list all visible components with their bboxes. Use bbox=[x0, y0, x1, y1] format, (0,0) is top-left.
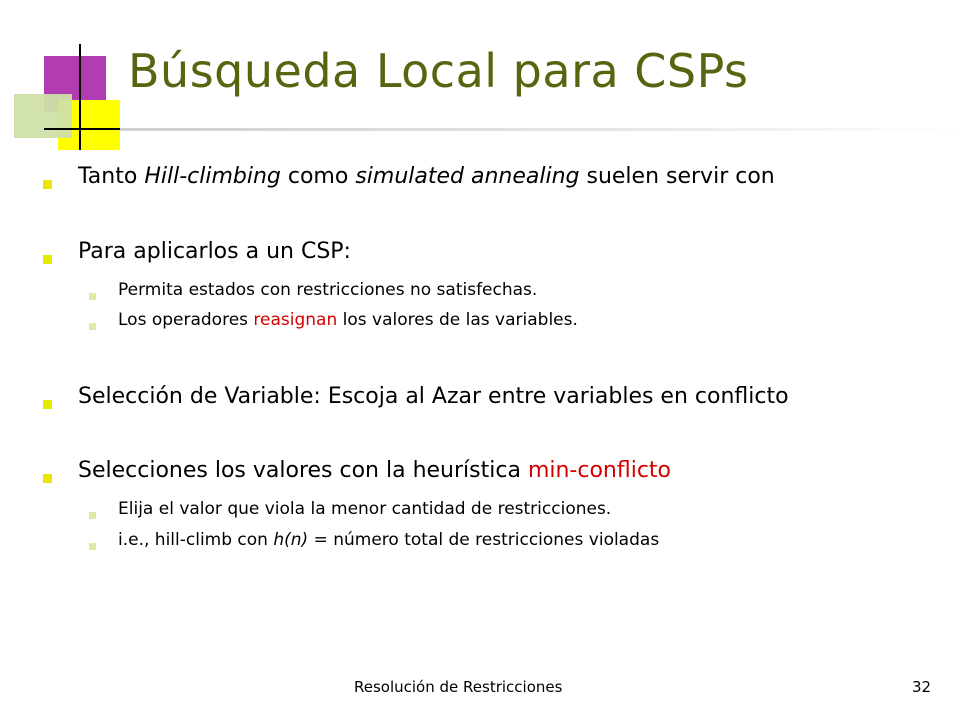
bullet-text: suelen servir con bbox=[579, 164, 775, 189]
bullet-min-conflicto bbox=[78, 458, 671, 483]
footer-title: Resolución de Restricciones bbox=[354, 678, 563, 696]
bullet-text: = número total de restricciones violadas bbox=[308, 530, 660, 550]
sub-bullet-icon bbox=[89, 323, 96, 330]
sub-bullet-icon bbox=[89, 293, 96, 300]
subbullet-hill-climb bbox=[118, 530, 659, 550]
highlight-reasignan: reasignan bbox=[253, 310, 338, 330]
bullet-icon bbox=[43, 255, 52, 264]
bullet-icon bbox=[43, 400, 52, 409]
formula-h-n: h(n) bbox=[273, 530, 309, 550]
subbullet-estados: Permita estados con restricciones no satisfechas. bbox=[118, 280, 538, 300]
slide-title: Búsqueda Local para CSPs bbox=[128, 44, 749, 98]
bullet-text: como bbox=[280, 164, 356, 189]
bullet-text: Selecciones los valores con la heurística bbox=[78, 458, 528, 483]
bullet-text-italic: Hill-climbing bbox=[144, 164, 281, 189]
bullet-text: i.e., hill-climb con bbox=[118, 530, 274, 550]
slide-number: 32 bbox=[912, 678, 932, 696]
bullet-aplicar-csp: Para aplicarlos a un CSP: bbox=[78, 239, 351, 264]
sub-bullet-icon bbox=[89, 543, 96, 550]
bullet-icon bbox=[43, 474, 52, 483]
sub-bullet-icon bbox=[89, 512, 96, 519]
bullet-text: los valores de las variables. bbox=[337, 310, 578, 330]
bullet-text: Los operadores bbox=[118, 310, 254, 330]
subbullet-operadores bbox=[118, 310, 578, 330]
bullet-hill-climbing bbox=[78, 164, 775, 189]
bullet-text: Tanto bbox=[78, 164, 145, 189]
bullet-seleccion-variable: Selección de Variable: Escoja al Azar entre variables en conflicto bbox=[78, 384, 789, 409]
highlight-min-conflicto: min-conflicto bbox=[527, 458, 672, 483]
bullet-icon bbox=[43, 180, 52, 189]
subbullet-elija-valor: Elija el valor que viola la menor cantidad de restricciones. bbox=[118, 499, 612, 519]
bullet-text-italic: simulated annealing bbox=[355, 164, 580, 189]
